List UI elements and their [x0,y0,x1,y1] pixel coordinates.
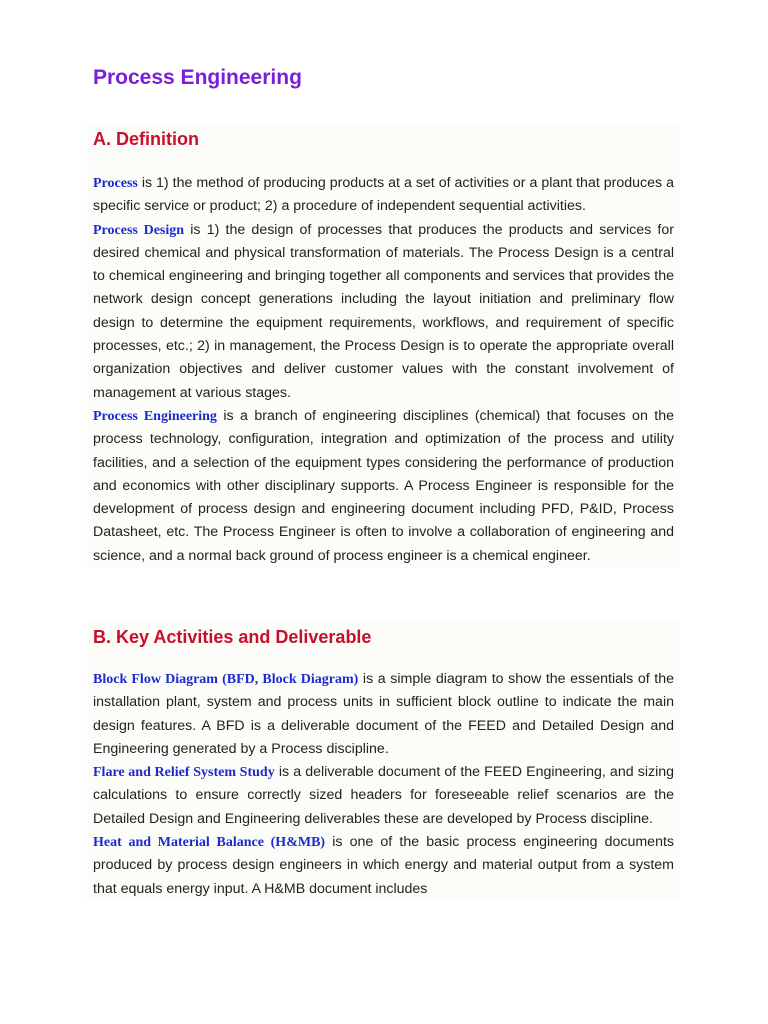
section-key-activities [87,620,680,901]
definition-text: is a branch of engineering disciplines (chemical) that focuses on the process technology, configuration, integration and optimization of the process and utility facilities, and a selection of the equipment types considering the performance of production and economics with other disciplinary supports. A Process Engineer is responsible for the development of process design and engineering document including PFD, P&ID, Process Datasheet, etc. The Process Engineer is often to involve a collaboration of engineering and science, and a normal back ground of process engineer is a chemical engineer. [93,407,674,564]
definition-text: is 1) the design of processes that produces the products and services for desired chemical and physical transformation of materials. The Process Design is a central to chemical engineering and bringing together all components and services that provides the network design concept generations including the layout initiation and preliminary flow design to determine the equipment requirements, workflows, and requirement of specific processes, etc.; 2) in management, the Process Design is to operate the appropriate overall organization objectives and deliver customer values with the constant involvement of management at various stages. [93,221,674,401]
term-process-design: Process Design [93,222,185,238]
paragraph-flare-relief [93,761,674,831]
section-heading-key-activities: B. Key Activities and Deliverable [93,627,372,647]
document-page [93,60,675,897]
term-flare-relief: Flare and Relief System Study [93,765,275,781]
section-heading-definition: A. Definition [93,129,199,149]
term-process-engineering: Process Engineering [93,408,217,424]
paragraph-process-engineering [93,405,674,568]
term-process: Process [93,176,138,191]
term-bfd: Block Flow Diagram (BFD, Block Diagram) [93,672,359,687]
definition-text: is one of the basic process engineering documents produced by process design engineers in which energy and material output from a system that equals energy input. A H&MB document includes [93,834,674,897]
page-title: Process Engineering [93,66,302,89]
definition-text: is a simple diagram to show the essentials of the installation plant, system and process units in sufficient block outline to indicate the main design features. A BFD is a deliverable document of the FEED and Detailed Design and Engineering generated by a Process discipline. [93,671,674,757]
paragraph-process [93,172,674,219]
paragraph-process-design [93,219,674,405]
section-definition [87,122,680,568]
definition-text: is 1) the method of producing products at a set of activities or a plant that produces a specific service or product; 2) a procedure of independent sequential activities. [93,175,674,215]
paragraph-hmb [93,831,674,901]
paragraph-bfd [93,668,674,761]
term-hmb: Heat and Material Balance (H&MB) [93,835,326,851]
definition-text: is a deliverable document of the FEED Engineering, and sizing calculations to ensure correctly sized headers for foreseeable relief scenarios are the Detailed Design and Engineering deliverables these are developed by Process discipline. [93,764,675,827]
